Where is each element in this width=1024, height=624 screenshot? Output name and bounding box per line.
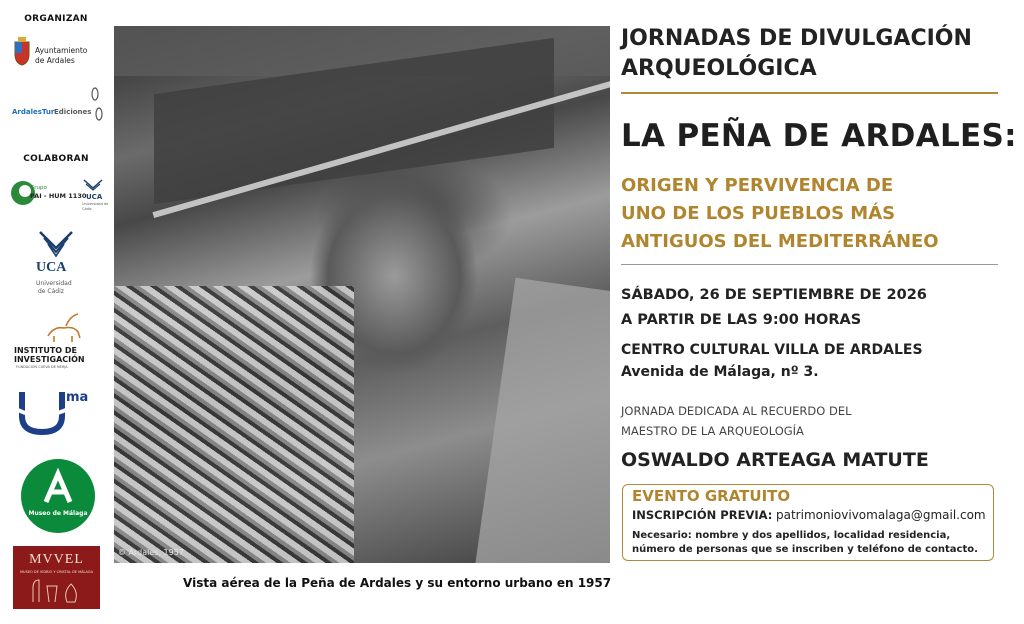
photo-texture-hillside [474, 278, 610, 563]
ayuntamiento-ardales-logo [12, 36, 108, 70]
footprints-icon [90, 86, 104, 126]
gold-divider [621, 92, 998, 94]
glassware-icon [27, 578, 87, 604]
subtitle-line3: ANTIGUOS DEL MEDITERRÁNEO [621, 231, 939, 252]
dedication-line1: JORNADA DEDICADA AL RECUERDO DEL [621, 404, 852, 418]
uma-logo [16, 386, 96, 438]
junta-andalucia-icon [20, 458, 96, 534]
coat-of-arms-icon [12, 36, 32, 66]
colaboran-label: COLABORAN [23, 154, 89, 164]
museo-malaga-logo [20, 458, 96, 534]
uma-letters: ma [66, 390, 89, 405]
ayuntamiento-line2: de Ardales [35, 56, 75, 65]
ardalestur-part2: Ediciones [54, 108, 92, 116]
uca-small-sub: Universidad de Cádiz [82, 202, 109, 211]
aerial-photo-1957 [114, 26, 610, 563]
honoree-name: OSWALDO ARTEAGA MATUTE [621, 449, 929, 471]
sponsor-column [0, 0, 112, 624]
event-time: A PARTIR DE LAS 9:00 HORAS [621, 312, 862, 328]
registration-line [632, 508, 986, 522]
ayuntamiento-line1: Ayuntamiento [35, 46, 88, 55]
dedication-line2: MAESTRO DE LA ARQUEOLOGÍA [621, 424, 804, 438]
instituto-line1: INSTITUTO DE [14, 346, 77, 355]
instituto-line3: FUNDACIÓN CUEVA DE NERJA [16, 365, 68, 369]
uca-small-emblem-icon [82, 178, 104, 192]
photo-texture-town [114, 286, 354, 563]
instituto-line2: INVESTIGACIÓN [14, 355, 85, 364]
dedication [621, 401, 852, 441]
ardalestur-part1: ArdalesTur [12, 108, 55, 116]
pai-line1: Grupo [30, 185, 47, 191]
pai-hum-logo [10, 176, 110, 212]
subtitle-line1: ORIGEN Y PERVIVENCIA DE [621, 175, 894, 196]
registration-email-link[interactable]: patrimoniovivomalaga@gmail.com [776, 508, 986, 522]
muvel-name: MVVEL [29, 552, 84, 567]
organizan-label: ORGANIZAN [24, 14, 88, 24]
event-venue: CENTRO CULTURAL VILLA DE ARDALES [621, 342, 923, 358]
ardalestur-logo [12, 86, 108, 130]
page-title: LA PEÑA DE ARDALES: [621, 118, 1017, 154]
photo-caption: Vista aérea de la Peña de Ardales y su entorno urbano en 1957 [183, 576, 612, 590]
photo-credit: © Ardales, 1957 [118, 548, 184, 557]
grey-divider [621, 264, 998, 265]
goat-engraving-icon [44, 312, 84, 344]
uca-logo [30, 228, 82, 302]
subtitle-line2: UNO DE LOS PUEBLOS MÁS [621, 203, 896, 224]
uca-emblem-icon [36, 228, 76, 258]
muvel-sub: MUSEO DE VIDRIO Y CRISTAL DE MÁLAGA [20, 570, 93, 574]
uca-line2: de Cádiz [38, 288, 64, 295]
uca-name: UCA [36, 260, 67, 275]
series-title [621, 24, 1001, 84]
instituto-investigacion-logo [14, 312, 106, 370]
pai-line2: PAI - HUM 1130 [30, 192, 87, 200]
event-date: SÁBADO, 26 DE SEPTIEMBRE DE 2026 [621, 287, 927, 303]
uca-small-name: UCA [86, 193, 103, 201]
registration-box [622, 484, 994, 561]
uca-line1: Universidad [36, 280, 72, 287]
muvel-logo [13, 546, 100, 609]
registration-requirements: Necesario: nombre y dos apellidos, localidad residencia, número de personas que se inscriben y teléfono de contacto. [632, 530, 978, 555]
free-event-label: EVENTO GRATUITO [632, 487, 791, 505]
museo-line1: Museo de Málaga [28, 510, 88, 517]
prior-registration-label: INSCRIPCIÓN PREVIA: [632, 508, 773, 522]
series-title-line1: JORNADAS DE DIVULGACIÓN [621, 26, 972, 51]
series-title-line2: ARQUEOLÓGICA [621, 56, 817, 81]
uma-emblem-icon [16, 386, 72, 436]
event-address: Avenida de Málaga, nº 3. [621, 364, 819, 380]
subtitle [621, 172, 1001, 256]
